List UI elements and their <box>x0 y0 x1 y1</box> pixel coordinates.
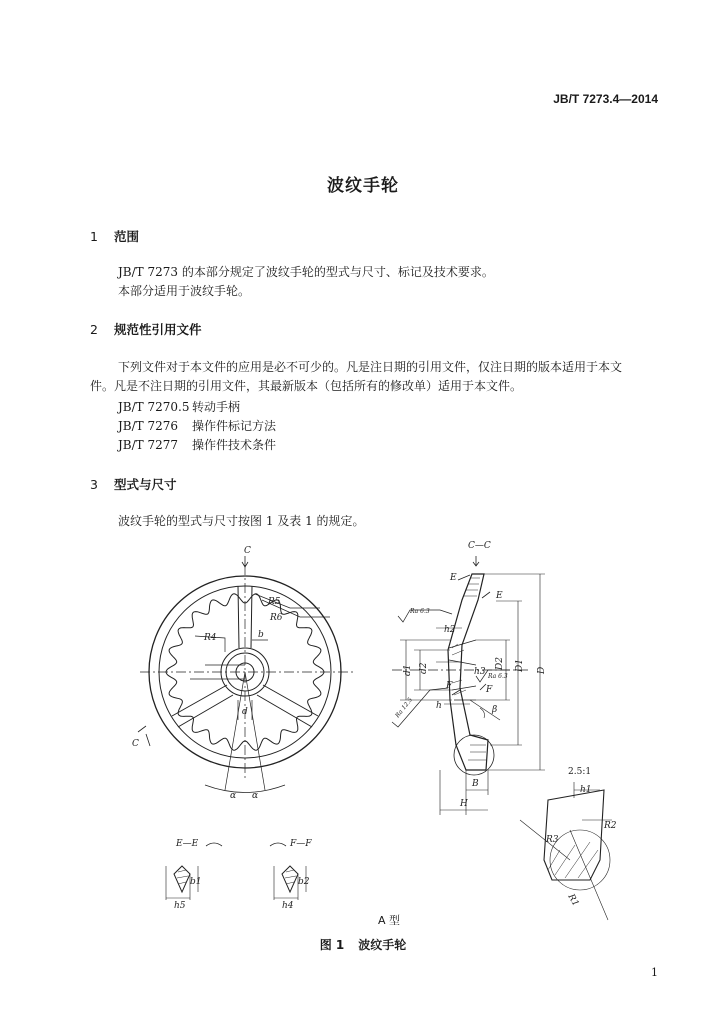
label-D2: D2 <box>495 657 505 670</box>
document-title: 波纹手轮 <box>327 176 399 196</box>
label-b: b <box>258 630 264 640</box>
reference-code: JB/T 7270.5 <box>118 400 190 414</box>
label-d1: d1 <box>403 664 413 676</box>
label-H: H <box>460 799 468 809</box>
section-number: 3 <box>90 477 98 492</box>
label-ra63: Ra 6.3 <box>410 608 430 615</box>
reference-title: 转动手柄 <box>192 400 241 414</box>
section-2-para-line2: 件。凡是不注日期的引用文件，其最新版本（包括所有的修改单）适用于本文件。 <box>90 379 523 393</box>
section-number: 2 <box>90 322 98 337</box>
label-c-top: C <box>244 546 251 556</box>
section-number: 1 <box>90 229 98 244</box>
section-1-para-2: 本部分适用于波纹手轮。 <box>118 284 251 298</box>
label-h4: h4 <box>282 901 294 911</box>
label-f-1: F <box>486 685 493 695</box>
figure-caption <box>0 936 726 953</box>
label-d: d <box>242 707 248 717</box>
label-e-2: E <box>496 591 503 601</box>
label-d2: d2 <box>419 662 429 674</box>
reference-title: 操作件技术条件 <box>192 438 277 452</box>
section-title: 规范性引用文件 <box>114 322 202 337</box>
section-2-para-line1: 下列文件对于本文件的应用是必不可少的。凡是注日期的引用文件，仅注日期的版本适用于本文 <box>118 360 623 374</box>
label-b2: b2 <box>298 877 310 887</box>
label-h5: h5 <box>174 901 186 911</box>
label-alpha-right: α <box>252 791 259 801</box>
label-r4: R4 <box>204 633 217 643</box>
label-beta: β <box>492 705 498 715</box>
label-b1: b1 <box>190 877 202 887</box>
page-number: 1 <box>651 966 658 979</box>
section-3-para-1: 波纹手轮的型式与尺寸按图 1 及表 1 的规定。 <box>118 514 365 528</box>
label-ra125: Ra 12.5 <box>394 696 415 720</box>
label-r5: R5 <box>268 597 281 607</box>
label-D1: D1 <box>515 659 525 672</box>
label-alpha-left: α <box>230 791 237 801</box>
label-B: B <box>472 779 479 789</box>
label-ra63b: Ra 6.3 <box>488 673 508 680</box>
figure-type-label: A 型 <box>378 914 401 927</box>
section-title: 范围 <box>114 229 140 244</box>
label-h1: h1 <box>580 785 592 795</box>
label-r1: R1 <box>565 892 581 909</box>
wheel-front-view <box>138 556 355 793</box>
label-r2: R2 <box>604 821 617 831</box>
label-section-ff: F—F <box>290 839 312 849</box>
reference-title: 操作件标记方法 <box>192 419 277 433</box>
label-section-cc: C—C <box>468 541 491 551</box>
figure-caption-number: 图 1 <box>319 938 345 952</box>
detail-view-2.5-1 <box>520 782 612 920</box>
label-h: h <box>436 701 442 711</box>
label-f-2: F <box>446 681 453 691</box>
label-r6: R6 <box>270 613 283 623</box>
section-title: 型式与尺寸 <box>114 477 177 492</box>
label-h3: h3 <box>474 667 486 677</box>
section-cc-view <box>392 556 545 815</box>
section-ee-ff-views <box>166 843 306 900</box>
label-section-ee: E—E <box>176 839 199 849</box>
figure-caption-title: 波纹手轮 <box>358 938 407 952</box>
standard-code: JB/T 7273.4—2014 <box>553 92 658 106</box>
reference-code: JB/T 7276 <box>118 419 179 433</box>
section-1-para-1: JB/T 7273 的本部分规定了波纹手轮的型式与尺寸、标记及技术要求。 <box>118 265 494 279</box>
label-e-1: E <box>450 573 457 583</box>
label-scale: 2.5:1 <box>568 767 592 777</box>
label-r3: R3 <box>546 835 559 845</box>
label-h2: h2 <box>444 625 456 635</box>
reference-code: JB/T 7277 <box>118 438 179 452</box>
label-D: D <box>537 666 547 674</box>
label-c-side: C <box>132 739 139 749</box>
